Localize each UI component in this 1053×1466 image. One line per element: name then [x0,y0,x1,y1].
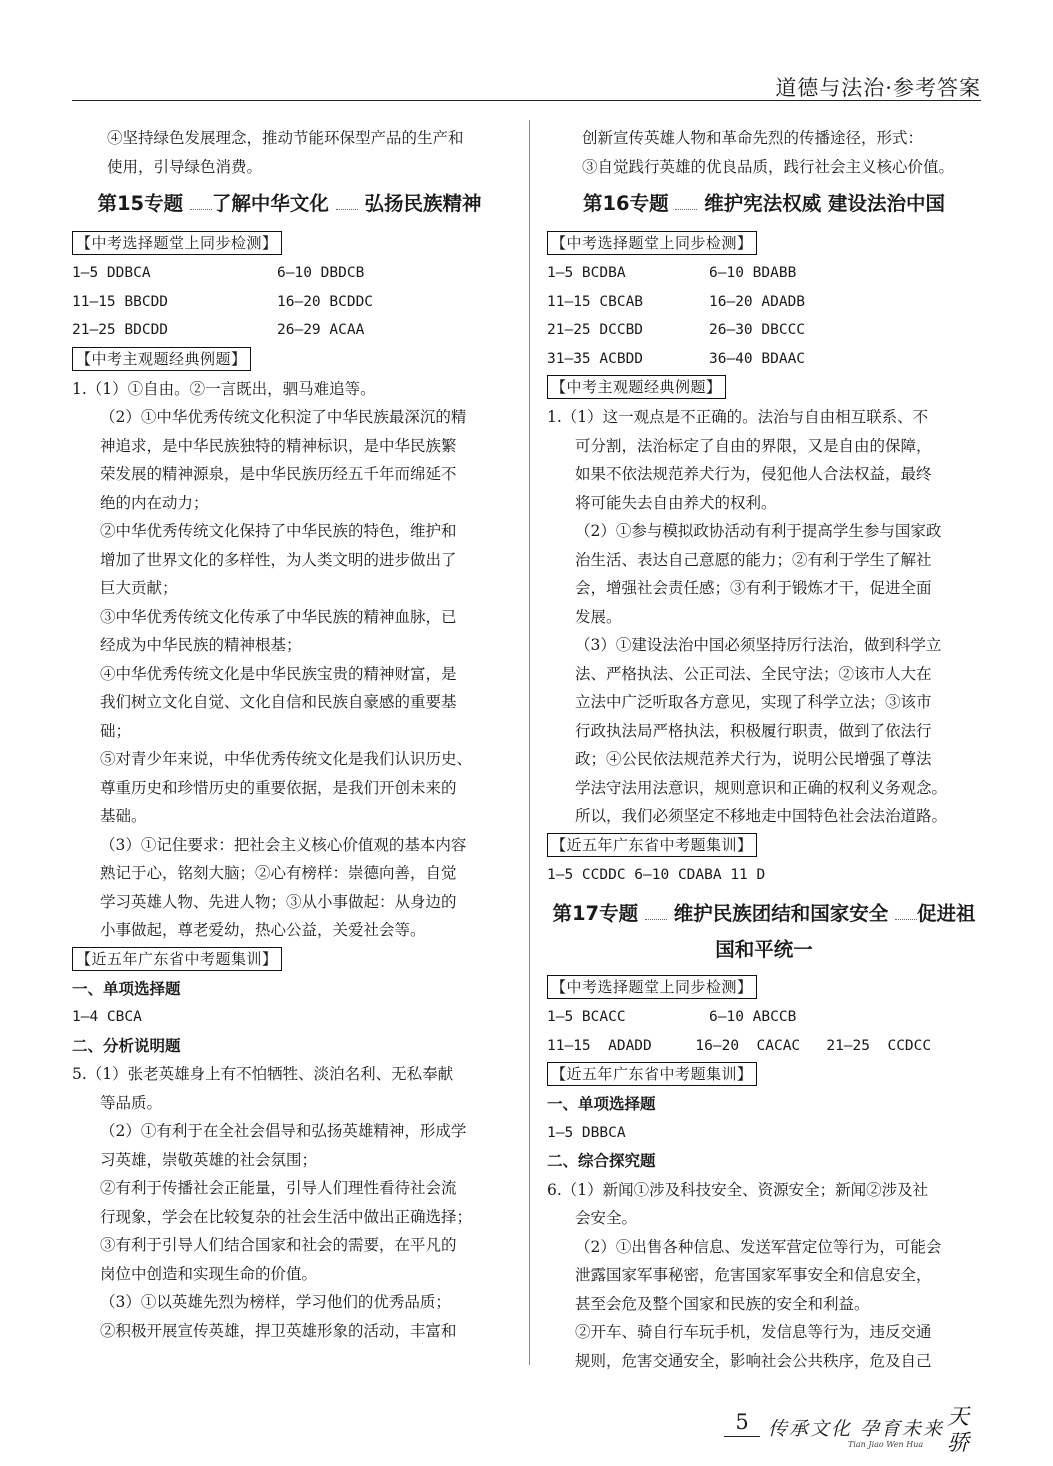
answer-row [547,288,981,317]
section-number: 第17专题 [552,902,639,925]
text-line: 泄露国家军事秘密，危害国家军事安全和信息安全， [575,1266,932,1284]
right-column [547,124,981,1375]
text-line: 熟记于心，铭刻大脑；②心有榜样：崇德向善，自觉 [100,864,457,882]
answer-row [72,288,507,317]
answer-row: 11—15 ADADD 16—20 CACAC 21—25 CCDCC [547,1037,932,1054]
answer-cell: 21—25 BDCDD [72,322,169,338]
answer-row [547,316,981,345]
svg-text:天: 天 [946,1405,970,1430]
text-line: 治生活、表达自己意愿的能力；②有利于学生了解社 [575,550,932,569]
page-footer [720,1405,990,1460]
answer-cell: 26—30 DBCCC [709,322,806,338]
brand-seal-logo [938,1400,978,1456]
text-line: （2）①有利于在全社会倡导和弘扬英雄精神，形成学 [100,1122,467,1140]
section-title-part: 了解中华文化 [211,192,329,215]
recent-exam-tag: 【近五年广东省中考题集训】 [72,947,282,971]
answer-cell: 26—29 ACAA [277,322,365,338]
text-line: 将可能失去自由养犬的权利。 [575,493,777,512]
text-line: 会，增强社会责任感；③有利于锻炼才干，促进全面 [575,579,932,597]
subheading: 一、单项选择题 [547,1095,656,1113]
text-line: ②中华优秀传统文化保持了中华民族的特色，维护和 [100,522,457,540]
section-17-title-cont [547,935,981,969]
answer-row: 1—5 DBBCA [547,1124,626,1141]
text-line: 立法中广泛听取各方意见，实现了科学立法；③该市 [575,693,932,711]
section-title-part: 维护民族团结和国家安全 [673,902,889,925]
section-title-part: 弘扬民族精神 [364,192,482,215]
text-line: ④坚持绿色发展理念，推动节能环保型产品的生产和 [107,129,464,147]
answer-cell: 21—25 DCCBD [547,322,644,338]
text-line: 经成为中华民族的精神根基； [100,636,302,654]
answer-cell: 11—15 BBCDD [72,293,169,310]
answer-row: 1—5 CCDDC 6—10 CDABA 11 D [547,866,766,883]
text-line: （2）①参与模拟政协活动有利于提高学生参与国家政 [575,522,942,540]
choice-test-tag: 【中考选择题堂上同步检测】 [547,975,757,999]
text-line: 神追求，是中华民族独特的精神标识，是中华民族繁 [100,436,457,455]
text-line: （2）①中华优秀传统文化积淀了中华民族最深沉的精 [100,408,467,426]
answer-cell: 6—10 BDABB [709,265,797,281]
subheading: 一、单项选择题 [72,979,181,998]
text-line: 1.（1）这一观点是不正确的。法治与自由相互联系、不 [547,408,929,426]
subjective-example-tag: 【中考主观题经典例题】 [547,375,726,399]
footer-slogan-sub: Tian Jiao Wen Hua [848,1440,924,1449]
text-line: 础； [100,721,132,740]
answer-cell: 16—20 ADADB [709,293,806,310]
text-line: 5.（1）张老英雄身上有不怕牺牲、淡泊名利、无私奉献 [72,1065,454,1083]
section-16-title [547,183,981,225]
answer-cell: 36—40 BDAAC [709,350,806,367]
section-title-part: 国和平统一 [715,938,813,961]
answer-row [72,259,507,288]
text-line: 尊重历史和珍惜历史的重要依据，是我们开创未来的 [100,778,457,797]
text-line: （3）①建设法治中国必须坚持厉行法治，做到科学立 [575,636,942,654]
page-number: 5 [724,1410,760,1437]
text-line: 增加了世界文化的多样性，为人类文明的进步做出了 [100,550,457,569]
text-line: 学习英雄人物、先进人物；③从小事做起：从身边的 [100,892,457,911]
text-line: 可分割，法治标定了自由的界限，又是自由的保障， [575,436,932,455]
recent-exam-tag: 【近五年广东省中考题集训】 [547,1062,757,1086]
text-line: ③自觉践行英雄的优良品质，践行社会主义核心价值。 [582,157,955,176]
text-line: 行政执法局严格执法，积极履行职责，做到了依法行 [575,721,932,740]
answer-cell: 31—35 ACBDD [547,350,644,367]
answer-cell: 6—10 ABCCB [709,1009,797,1025]
text-line: 规则，危害交通安全，影响社会公共秩序，危及自己 [575,1351,932,1370]
text-line: 会安全。 [575,1209,638,1227]
section-number: 第15专题 [97,192,184,215]
answer-cell: 16—20 BCDDC [277,293,374,310]
text-line: 基础。 [100,807,147,825]
text-line: 法、严格执法、公正司法、全民守法；②该市人大在 [575,664,932,683]
text-line: 1.（1）①自由。②一言既出，驷马难追等。 [72,379,376,398]
section-number: 第16专题 [582,192,669,215]
text-line: ④中华优秀传统文化是中华民族宝贵的精神财富，是 [100,664,457,683]
text-line: 习英雄，崇敬英雄的社会氛围； [100,1150,318,1169]
text-line: 6.（1）新闻①涉及科技安全、资源安全；新闻②涉及社 [547,1180,929,1199]
section-15-title [72,183,507,225]
answer-cell: 1—5 BCACC [547,1009,626,1025]
text-line: （2）①出售各种信息、发送军营定位等行为，可能会 [575,1237,942,1256]
text-line: ②有利于传播社会正能量，引导人们理性看待社会流 [100,1179,457,1197]
text-line: 政；④公民依法规范养犬行为，说明公民增强了尊法 [575,750,932,768]
answer-row [547,1003,981,1032]
text-line: 如果不依法规范养犬行为，侵犯他人合法权益，最终 [575,465,932,483]
text-line: 发展。 [575,607,622,626]
answer-row: 1—4 CBCA [72,1009,142,1025]
text-line: ②开车、骑自行车玩手机，发信息等行为，违反交通 [575,1323,932,1341]
answer-cell: 1—5 BCDBA [547,265,626,281]
section-title-part: 建设法治中国 [828,192,946,215]
recent-exam-tag: 【近五年广东省中考题集训】 [547,833,757,857]
text-line: 荣发展的精神源泉，是中华民族历经五千年而绵延不 [100,465,457,483]
text-line: 岗位中创造和实现生命的价值。 [100,1264,318,1283]
answer-row [547,345,981,374]
text-line: ③中华优秀传统文化传承了中华民族的精神血脉，已 [100,607,457,626]
text-line: 巨大贡献； [100,579,178,597]
text-line: 小事做起，尊老爱幼，热心公益，关爱社会等。 [100,921,426,939]
answer-cell: 1—5 DDBCA [72,265,151,281]
choice-test-tag: 【中考选择题堂上同步检测】 [72,231,282,255]
text-line: 行现象，学会在比较复杂的社会生活中做出正确选择； [100,1207,473,1226]
left-column [72,124,507,1345]
section-title-part: 促进祖 [917,902,976,925]
text-line: （3）①以英雄先烈为榜样，学习他们的优秀品质； [100,1293,451,1311]
text-line: ②积极开展宣传英雄，捍卫英雄形象的活动，丰富和 [100,1321,457,1340]
text-line: 绝的内在动力； [100,493,209,512]
choice-test-tag: 【中考选择题堂上同步检测】 [547,231,757,255]
text-line: ③有利于引导人们结合国家和社会的需要，在平凡的 [100,1236,457,1254]
header-rule [72,100,981,101]
footer-slogan: 传承文化 孕育未来 [768,1418,945,1440]
subheading: 二、综合探究题 [547,1152,656,1170]
text-line: （3）①记住要求：把社会主义核心价值观的基本内容 [100,835,467,854]
answer-row [547,259,981,288]
text-line: ⑤对青少年来说，中华优秀传统文化是我们认识历史、 [100,750,473,768]
text-line: 使用，引导绿色消费。 [107,157,263,176]
text-line: 所以，我们必须坚定不移地走中国特色社会法治道路。 [575,807,948,825]
answer-cell: 11—15 CBCAB [547,293,644,310]
page-header-title: 道德与法治·参考答案 [775,76,981,100]
section-title-part: 维护宪法权威 [704,192,822,215]
text-line: 甚至会危及整个国家和民族的安全和利益。 [575,1294,870,1313]
text-line: 创新宣传英雄人物和革命先烈的传播途径，形式： [582,129,924,147]
text-line: 我们树立文化自觉、文化自信和民族自豪感的重要基 [100,693,457,711]
svg-text:骄: 骄 [946,1431,970,1456]
text-line: 等品质。 [100,1093,163,1112]
section-17-title [547,897,981,931]
answer-cell: 6—10 DBDCB [277,265,365,281]
answer-row [72,316,507,345]
subheading: 二、分析说明题 [72,1036,181,1055]
subjective-example-tag: 【中考主观题经典例题】 [72,347,251,371]
text-line: 学法守法用法意识，规则意识和正确的权利义务观念。 [575,778,948,797]
column-divider [529,120,530,1365]
